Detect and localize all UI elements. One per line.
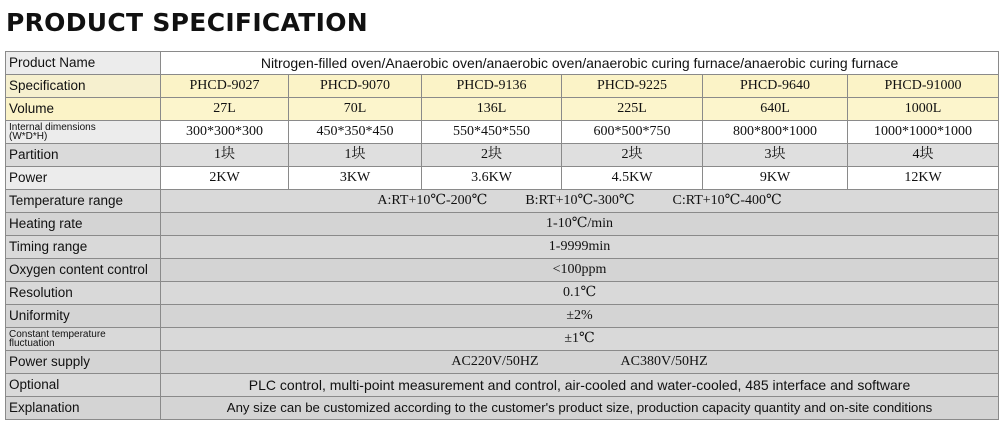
dimensions-cell: 600*500*750: [562, 121, 703, 144]
row-explanation: [6, 397, 999, 420]
partition-cell: 3块: [703, 144, 848, 167]
timing-range-value: 1-9999min: [161, 236, 999, 259]
row-resolution: [6, 282, 999, 305]
row-volume: [6, 98, 999, 121]
temperature-range-b: B:RT+10℃-300℃: [525, 193, 635, 208]
constant-temperature-label-line2: fluctuation: [9, 338, 55, 349]
explanation-label: Explanation: [6, 397, 161, 420]
volume-label: Volume: [6, 98, 161, 121]
temperature-range-a: A:RT+10℃-200℃: [377, 193, 488, 208]
partition-cell: 1块: [161, 144, 289, 167]
dimensions-cell: 450*350*450: [289, 121, 422, 144]
spec-cell: PHCD-91000: [848, 75, 999, 98]
power-cell: 3KW: [289, 167, 422, 190]
heating-rate-value: 1-10℃/min: [161, 213, 999, 236]
volume-cell: 70L: [289, 98, 422, 121]
row-product-name: [6, 52, 999, 75]
row-partition: [6, 144, 999, 167]
volume-cell: 1000L: [848, 98, 999, 121]
volume-cell: 225L: [562, 98, 703, 121]
volume-cell: 136L: [422, 98, 562, 121]
temperature-range-c: C:RT+10℃-400℃: [672, 193, 782, 208]
temperature-range-value: [161, 190, 999, 213]
dimensions-cell: 800*800*1000: [703, 121, 848, 144]
row-oxygen-content: [6, 259, 999, 282]
page-title: PRODUCT SPECIFICATION: [6, 8, 369, 37]
dimensions-cell: 550*450*550: [422, 121, 562, 144]
partition-label: Partition: [6, 144, 161, 167]
row-specification: [6, 75, 999, 98]
row-constant-temperature: [6, 328, 999, 351]
heating-rate-label: Heating rate: [6, 213, 161, 236]
constant-temperature-value: ±1℃: [161, 328, 999, 351]
power-cell: 12KW: [848, 167, 999, 190]
oxygen-content-label: Oxygen content control: [6, 259, 161, 282]
dimensions-cell: 1000*1000*1000: [848, 121, 999, 144]
resolution-label: Resolution: [6, 282, 161, 305]
specification-label: Specification: [6, 75, 161, 98]
power-cell: 3.6KW: [422, 167, 562, 190]
spec-cell: PHCD-9070: [289, 75, 422, 98]
power-supply-380: AC380V/50HZ: [620, 354, 708, 369]
internal-dimensions-label: [6, 121, 161, 144]
spec-cell: PHCD-9027: [161, 75, 289, 98]
uniformity-value: ±2%: [161, 305, 999, 328]
constant-temperature-label: [6, 328, 161, 351]
row-temperature-range: [6, 190, 999, 213]
row-optional: [6, 374, 999, 397]
power-label: Power: [6, 167, 161, 190]
power-supply-label: Power supply: [6, 351, 161, 374]
internal-dimensions-label-line2: (W*D*H): [9, 131, 48, 142]
volume-cell: 27L: [161, 98, 289, 121]
constant-temperature-label-line1: Constant temperature: [9, 329, 106, 340]
oxygen-content-value: <100ppm: [161, 259, 999, 282]
optional-value: PLC control, multi-point measurement and control, air-cooled and water-cooled, 485 interface and software: [161, 374, 999, 397]
row-power: [6, 167, 999, 190]
partition-cell: 2块: [422, 144, 562, 167]
partition-cell: 1块: [289, 144, 422, 167]
spec-cell: PHCD-9136: [422, 75, 562, 98]
resolution-value: 0.1℃: [161, 282, 999, 305]
product-name-label: Product Name: [6, 52, 161, 75]
row-heating-rate: [6, 213, 999, 236]
row-timing-range: [6, 236, 999, 259]
dimensions-cell: 300*300*300: [161, 121, 289, 144]
timing-range-label: Timing range: [6, 236, 161, 259]
partition-cell: 4块: [848, 144, 999, 167]
power-cell: 9KW: [703, 167, 848, 190]
product-name-value: Nitrogen-filled oven/Anaerobic oven/anaerobic oven/anaerobic curing furnace/anaerobic curing furnace: [161, 52, 999, 75]
explanation-value: Any size can be customized according to the customer's product size, production capacity quantity and on-site conditions: [161, 397, 999, 420]
row-internal-dimensions: [6, 121, 999, 144]
partition-cell: 2块: [562, 144, 703, 167]
volume-cell: 640L: [703, 98, 848, 121]
temperature-range-label: Temperature range: [6, 190, 161, 213]
power-cell: 4.5KW: [562, 167, 703, 190]
optional-label: Optional: [6, 374, 161, 397]
power-cell: 2KW: [161, 167, 289, 190]
power-supply-220: AC220V/50HZ: [451, 354, 539, 369]
spec-table: [5, 51, 999, 420]
row-power-supply: [6, 351, 999, 374]
spec-cell: PHCD-9640: [703, 75, 848, 98]
row-uniformity: [6, 305, 999, 328]
spec-cell: PHCD-9225: [562, 75, 703, 98]
uniformity-label: Uniformity: [6, 305, 161, 328]
internal-dimensions-label-line1: Internal dimensions: [9, 122, 96, 133]
power-supply-value: [161, 351, 999, 374]
